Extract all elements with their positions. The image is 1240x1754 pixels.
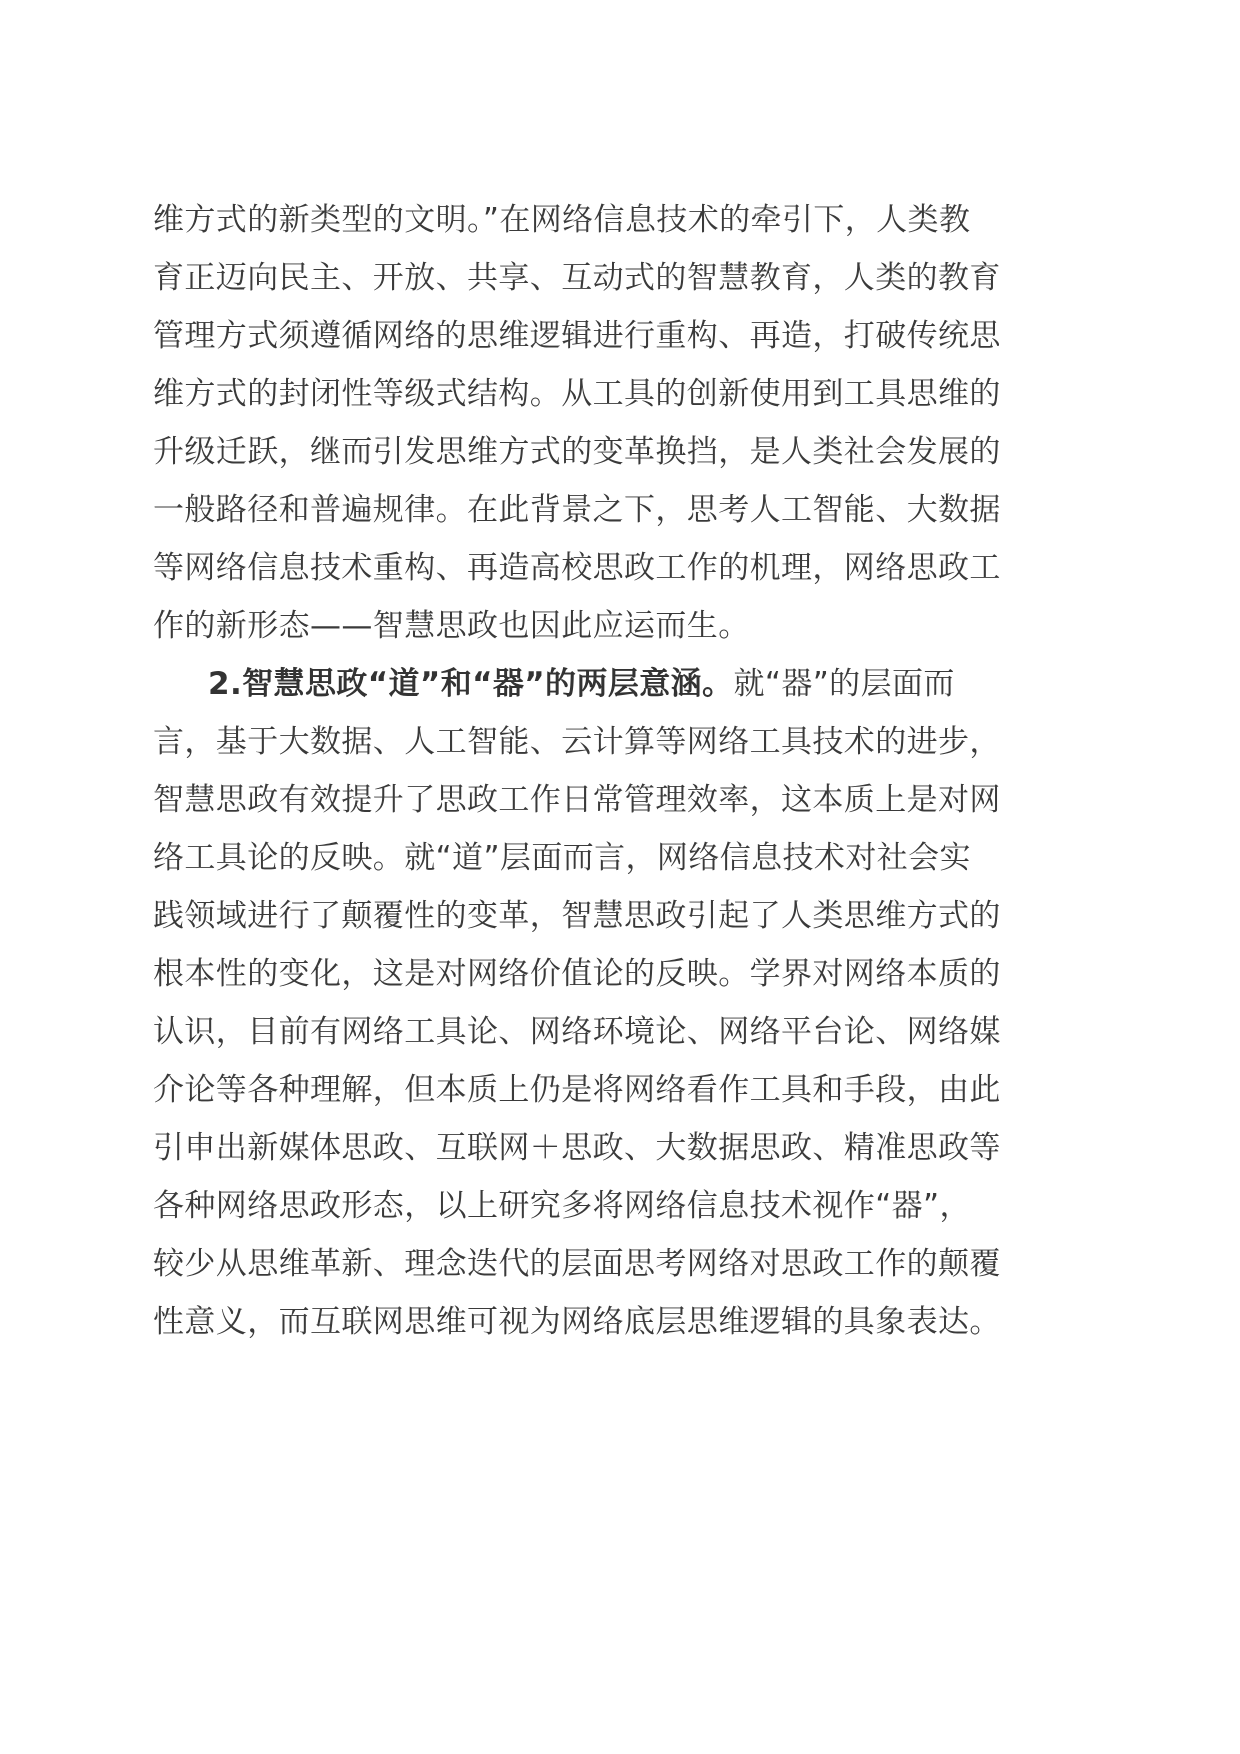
- paragraph-2-line-9: 引申出新媒体思政、互联网＋思政、大数据思政、精准思政等: [153, 1130, 1001, 1166]
- paragraph-1-line-8: 作的新形态——智慧思政也因此应运而生。: [153, 608, 750, 644]
- paragraph-1-line-1: 维方式的新类型的文明。”在网络信息技术的牵引下，人类教: [153, 202, 971, 238]
- paragraph-2-line-8: 介论等各种理解，但本质上仍是将网络看作工具和手段，由此: [153, 1072, 1001, 1108]
- paragraph-2-line-4: 络工具论的反映。就“道”层面而言，网络信息技术对社会实: [153, 840, 971, 876]
- paragraph-1-line-3: 管理方式须遵循网络的思维逻辑进行重构、再造，打破传统思: [153, 318, 1001, 354]
- paragraph-2-line-12: 性意义，而互联网思维可视为网络底层思维逻辑的具象表达。: [153, 1304, 1001, 1340]
- paragraph-2-line-6: 根本性的变化，这是对网络价值论的反映。学界对网络本质的: [153, 956, 1001, 992]
- paragraph-1-line-6: 一般路径和普遍规律。在此背景之下，思考人工智能、大数据: [153, 492, 1001, 528]
- paragraph-1-line-4: 维方式的封闭性等级式结构。从工具的创新使用到工具思维的: [153, 376, 1001, 412]
- paragraph-2-heading: 2.智慧思政“道”和“器”的两层意涵。: [208, 666, 734, 702]
- paragraph-2-line-10: 各种网络思政形态，以上研究多将网络信息技术视作“器”，: [153, 1188, 971, 1224]
- paragraph-2-line-3: 智慧思政有效提升了思政工作日常管理效率，这本质上是对网: [153, 782, 1001, 818]
- paragraph-1-line-5: 升级迁跃，继而引发思维方式的变革换挡，是人类社会发展的: [153, 434, 1001, 470]
- paragraph-2-line-1-rest: 就“器”的层面而: [733, 666, 955, 702]
- paragraph-2-line-11: 较少从思维革新、理念迭代的层面思考网络对思政工作的颠覆: [153, 1246, 1001, 1282]
- paragraph-2-line-5: 践领域进行了颠覆性的变革，智慧思政引起了人类思维方式的: [153, 898, 1001, 934]
- paragraph-2-line-7: 认识，目前有网络工具论、网络环境论、网络平台论、网络媒: [153, 1014, 1001, 1050]
- paragraph-2-line-2: 言，基于大数据、人工智能、云计算等网络工具技术的进步，: [153, 724, 1001, 760]
- paragraph-1-line-2: 育正迈向民主、开放、共享、互动式的智慧教育，人类的教育: [153, 260, 1001, 296]
- paragraph-1-line-7: 等网络信息技术重构、再造高校思政工作的机理，网络思政工: [153, 550, 1001, 586]
- paragraph-2-line-1: [208, 664, 955, 704]
